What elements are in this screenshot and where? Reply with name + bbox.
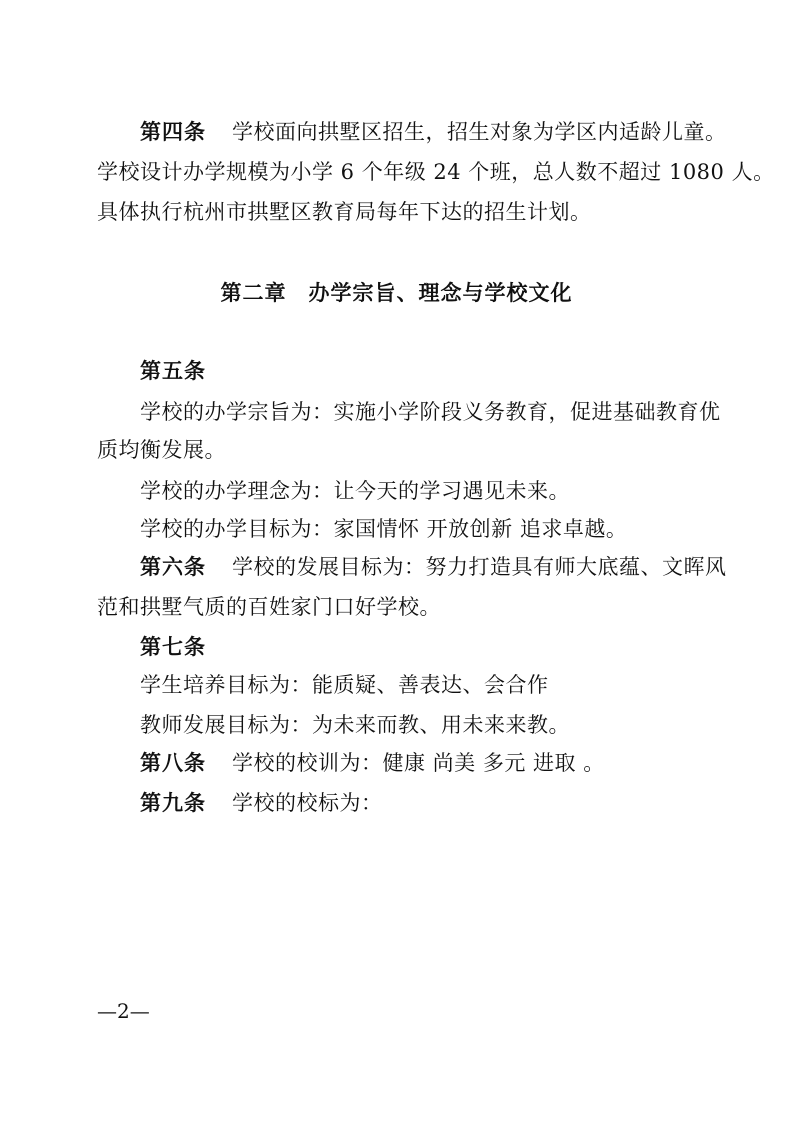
article-8-text: 学校的校训为：健康 尚美 多元 进取 。 [232,751,605,775]
article-5-philosophy: 学校的办学理念为：让今天的学习遇见未来。 [140,479,570,503]
page-number: —2— [97,999,150,1023]
article-4-line-3: 具体执行杭州市拱墅区教育局每年下达的招生计划。 [97,200,592,224]
article-7-teacher-goal: 教师发展目标为：为未来而教、用未来来教。 [140,713,570,737]
article-5-purpose-line-1: 学校的办学宗旨为：实施小学阶段义务教育，促进基础教育优 [140,400,721,424]
article-9-label: 第九条 [140,791,206,815]
chapter-heading [0,279,793,307]
article-4-line-2: 学校设计办学规模为小学 6 个年级 24 个班，总人数不超过 1080 人。 [97,160,775,184]
article-4-label: 第四条 [140,120,206,144]
article-7-student-goal: 学生培养目标为：能质疑、善表达、会合作 [140,673,549,697]
article-6-line-1 [140,553,727,581]
article-7-label: 第七条 [140,635,206,659]
article-6-line-2: 范和拱墅气质的百姓家门口好学校。 [97,595,441,619]
article-6-label: 第六条 [140,555,206,579]
article-9-line [140,789,383,817]
article-9-text: 学校的校标为： [232,791,383,815]
chapter-number: 第二章 [220,281,287,305]
article-5-goal: 学校的办学目标为：家国情怀 开放创新 追求卓越。 [140,517,628,541]
article-6-text-1: 学校的发展目标为：努力打造具有师大底蕴、文晖风 [232,555,727,579]
article-5-purpose-line-2: 质均衡发展。 [97,438,226,462]
article-4-line-1 [140,118,727,146]
article-8-label: 第八条 [140,751,206,775]
article-8-line [140,749,605,777]
article-4-text-1: 学校面向拱墅区招生，招生对象为学区内适龄儿童。 [232,120,727,144]
chapter-title: 办学宗旨、理念与学校文化 [308,281,573,305]
article-5-label: 第五条 [140,359,206,383]
